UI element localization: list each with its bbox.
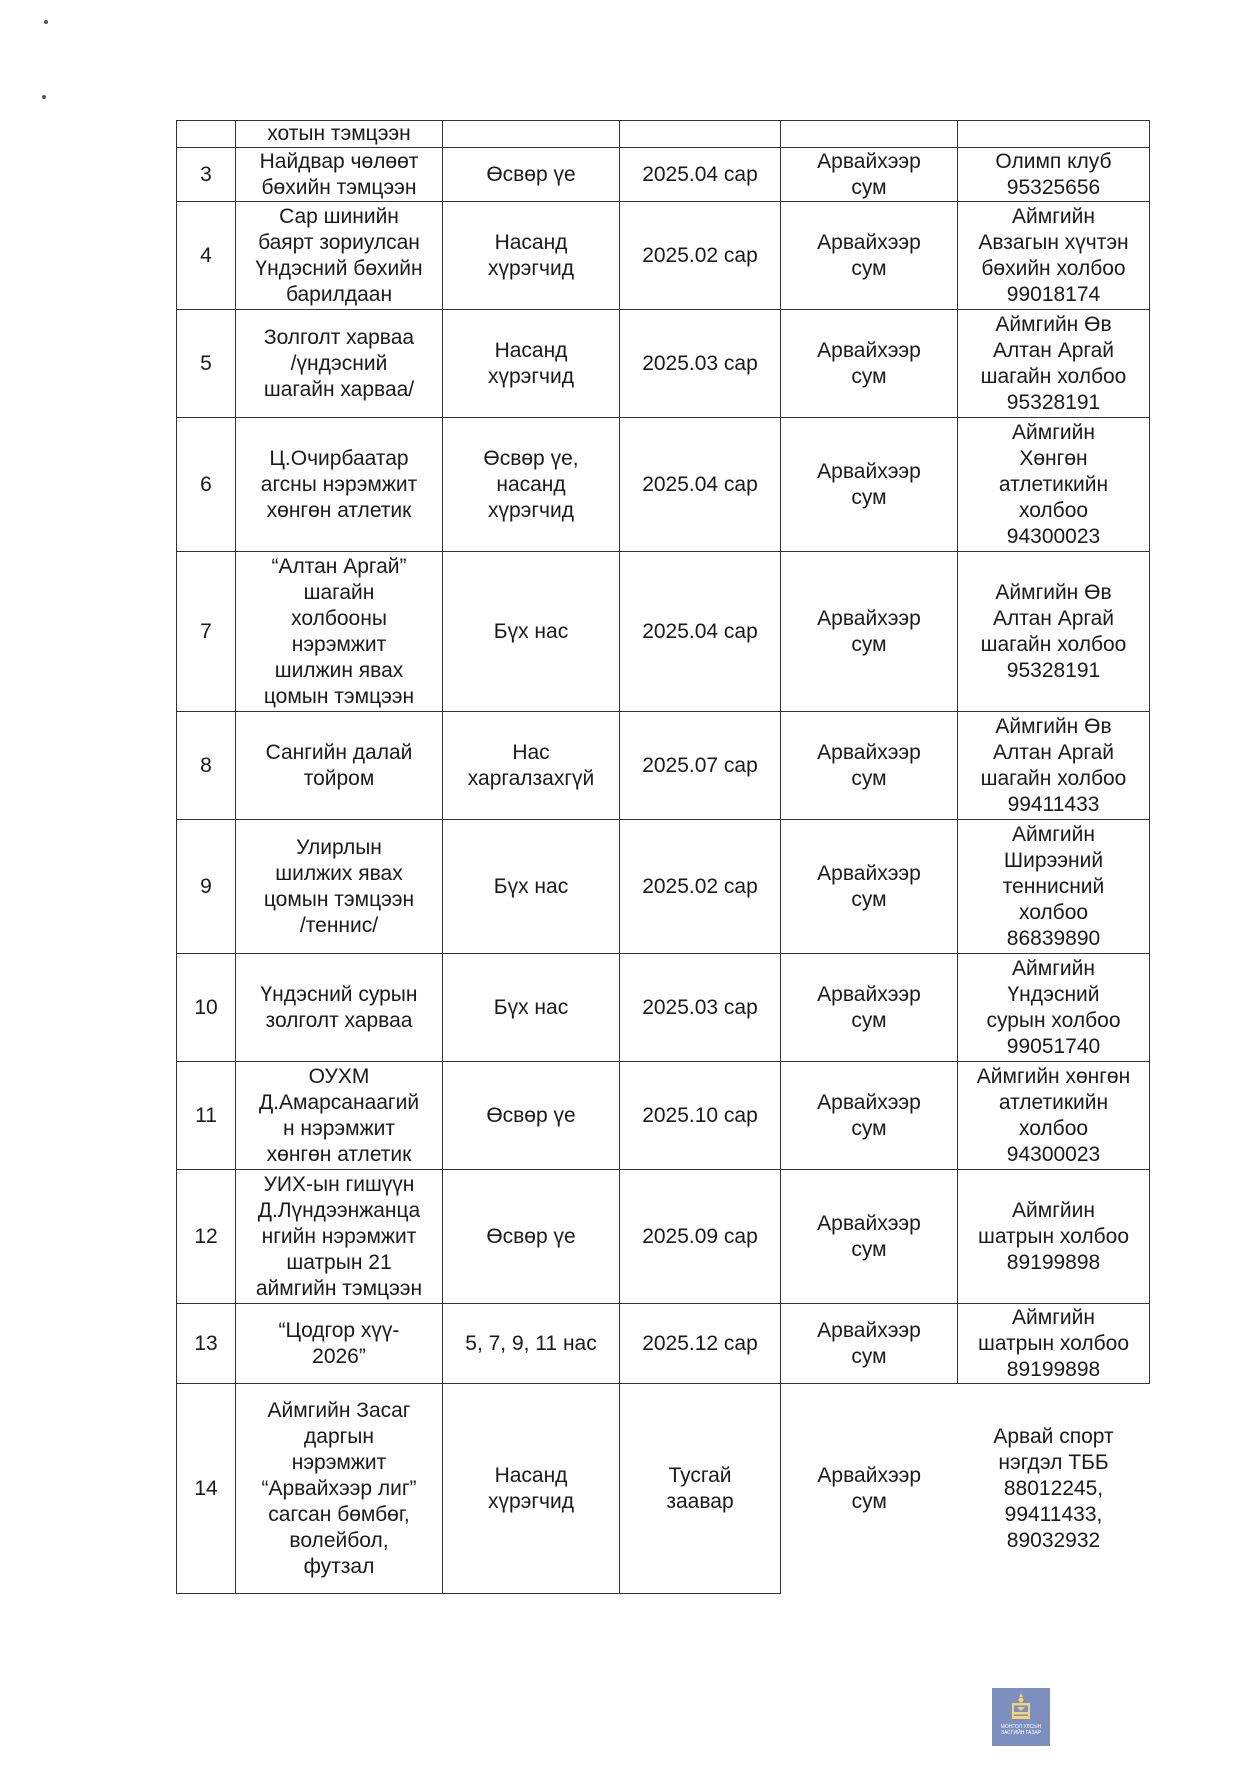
cell-number: 8: [177, 712, 236, 820]
cell-date: 2025.07 сар: [620, 712, 781, 820]
cell-location: Арвайхээр сум: [781, 1062, 958, 1170]
table-row: [177, 202, 1150, 310]
cell-location: Арвайхээр сум: [781, 202, 958, 310]
table-row: [177, 121, 1150, 148]
cell-number: 3: [177, 148, 236, 202]
cell-location: Арвайхээр сум: [781, 1170, 958, 1304]
cell-participants: Өсвөр үе: [443, 1170, 620, 1304]
cell-organizer: Аймгийн шатрын холбоо 89199898: [958, 1304, 1150, 1384]
cell-participants: Өсвөр үе, насанд хүрэгчид: [443, 418, 620, 552]
table-row: [177, 1170, 1150, 1304]
cell-number: 6: [177, 418, 236, 552]
cell-organizer: Аймгийн хөнгөн атлетикийн холбоо 94300023: [958, 1062, 1150, 1170]
cell-location: Арвайхээр сум: [781, 418, 958, 552]
cell-number: 5: [177, 310, 236, 418]
cell-location: Арвайхээр сум: [817, 1463, 922, 1513]
cell-event-name: Золголт харваа /үндэсний шагайн харваа/: [236, 310, 443, 418]
cell-participants: [443, 121, 620, 148]
cell-date: 2025.02 сар: [620, 202, 781, 310]
cell-organizer: Аймгийн Авзагын хүчтэн бөхийн холбоо 99018174: [958, 202, 1150, 310]
cell-number: 11: [177, 1062, 236, 1170]
cell-organizer: Аймгийн Хөнгөн атлетикийн холбоо 94300023: [958, 418, 1150, 552]
cell-event-name: “Алтан Аргай” шагайн холбооны нэрэмжит шилжин явах цомын тэмцээн: [236, 552, 443, 712]
cell-organizer: [958, 121, 1150, 148]
events-table: [176, 120, 1150, 1594]
cell-location: Арвайхээр сум: [781, 1304, 958, 1384]
cell-number: 10: [177, 954, 236, 1062]
cell-participants: Насанд хүрэгчид: [443, 1384, 620, 1594]
cell-participants: Бүх нас: [443, 954, 620, 1062]
cell-number: 7: [177, 552, 236, 712]
cell-event-name: Найдвар чөлөөт бөхийн тэмцээн: [236, 148, 443, 202]
cell-date: 2025.09 сар: [620, 1170, 781, 1304]
table-row: [177, 310, 1150, 418]
cell-number: 9: [177, 820, 236, 954]
cell-number: 14: [177, 1384, 236, 1594]
cell-date: [620, 121, 781, 148]
cell-date: 2025.04 сар: [620, 418, 781, 552]
cell-location: Арвайхээр сум: [781, 820, 958, 954]
cell-date: 2025.02 сар: [620, 820, 781, 954]
cell-event-name: УИХ-ын гишүүн Д.Лүндээнжанца нгийн нэрэмжит шатрын 21 аймгийн тэмцээн: [236, 1170, 443, 1304]
cell-participants: Бүх нас: [443, 552, 620, 712]
cell-event-name: Сангийн далай тойром: [236, 712, 443, 820]
cell-event-name: Үндэсний сурын золголт харваа: [236, 954, 443, 1062]
cell-number: 12: [177, 1170, 236, 1304]
table-row: [177, 954, 1150, 1062]
cell-location: Арвайхээр сум: [781, 310, 958, 418]
scan-speck: [42, 95, 46, 99]
cell-participants: Нас харгалзахгүй: [443, 712, 620, 820]
cell-organizer: Аймгийн Өв Алтан Аргай шагайн холбоо 95328191: [958, 310, 1150, 418]
cell-date: 2025.12 сар: [620, 1304, 781, 1384]
cell-organizer: Аймгийн Ширээний теннисний холбоо 86839890: [958, 820, 1150, 954]
soyombo-icon: [1008, 1692, 1034, 1722]
cell-organizer: Арвай спорт нэгдэл ТББ 88012245, 99411433, 89032932: [993, 1424, 1114, 1552]
cell-date: 2025.10 сар: [620, 1062, 781, 1170]
cell-date: 2025.03 сар: [620, 954, 781, 1062]
cell-participants: 5, 7, 9, 11 нас: [443, 1304, 620, 1384]
cell-location: Арвайхээр сум: [781, 552, 958, 712]
cell-event-name: ОУХМ Д.Амарсанаагий н нэрэмжит хөнгөн атлетик: [236, 1062, 443, 1170]
cell-number: 13: [177, 1304, 236, 1384]
cell-organizer: Олимп клуб 95325656: [958, 148, 1150, 202]
table-row: [177, 552, 1150, 712]
cell-event-name: хотын тэмцээн: [236, 121, 443, 148]
table-row: [177, 1384, 1150, 1594]
table-row: [177, 1304, 1150, 1384]
cell-location: Арвайхээр сум: [781, 148, 958, 202]
cell-date: Тусгай заавар: [620, 1384, 781, 1594]
cell-event-name: Сар шинийн баярт зориулсан Үндэсний бөхийн барилдаан: [236, 202, 443, 310]
table-row: [177, 712, 1150, 820]
cell-date: 2025.04 сар: [620, 148, 781, 202]
table-row: [177, 418, 1150, 552]
seal-caption: МОНГОЛ УЛСЫН ЗАСГИЙН ГАЗАР: [1000, 1724, 1042, 1736]
cell-organizer: Аймгийн Өв Алтан Аргай шагайн холбоо 99411433: [958, 712, 1150, 820]
cell-date: 2025.04 сар: [620, 552, 781, 712]
cell-event-name: “Цодгор хүү- 2026”: [236, 1304, 443, 1384]
cell-number: 4: [177, 202, 236, 310]
table-row: [177, 148, 1150, 202]
table-row: [177, 820, 1150, 954]
cell-participants: Өсвөр үе: [443, 1062, 620, 1170]
cell-participants: Бүх нас: [443, 820, 620, 954]
cell-event-name: Ц.Очирбаатар агсны нэрэмжит хөнгөн атлетик: [236, 418, 443, 552]
cell-location: Арвайхээр сум: [781, 954, 958, 1062]
cell-organizer: Аймгйин шатрын холбоо 89199898: [958, 1170, 1150, 1304]
government-seal: [992, 1688, 1050, 1746]
cell-event-name: Аймгийн Засаг даргын нэрэмжит “Арвайхээр лиг” сагсан бөмбөг, волейбол, футзал: [236, 1384, 443, 1594]
cell-participants: Өсвөр үе: [443, 148, 620, 202]
cell-location: Арвайхээр сум: [781, 712, 958, 820]
cell-participants: Насанд хүрэгчид: [443, 202, 620, 310]
cell-event-name: Улирлын шилжих явах цомын тэмцээн /теннис/: [236, 820, 443, 954]
scan-speck: [44, 20, 48, 24]
cell-participants: Насанд хүрэгчид: [443, 310, 620, 418]
cell-number: [177, 121, 236, 148]
cell-organizer: Аймгийн Үндэсний сурын холбоо 99051740: [958, 954, 1150, 1062]
cell-location: [781, 121, 958, 148]
cell-organizer: Аймгийн Өв Алтан Аргай шагайн холбоо 95328191: [958, 552, 1150, 712]
table-row: [177, 1062, 1150, 1170]
cell-date: 2025.03 сар: [620, 310, 781, 418]
